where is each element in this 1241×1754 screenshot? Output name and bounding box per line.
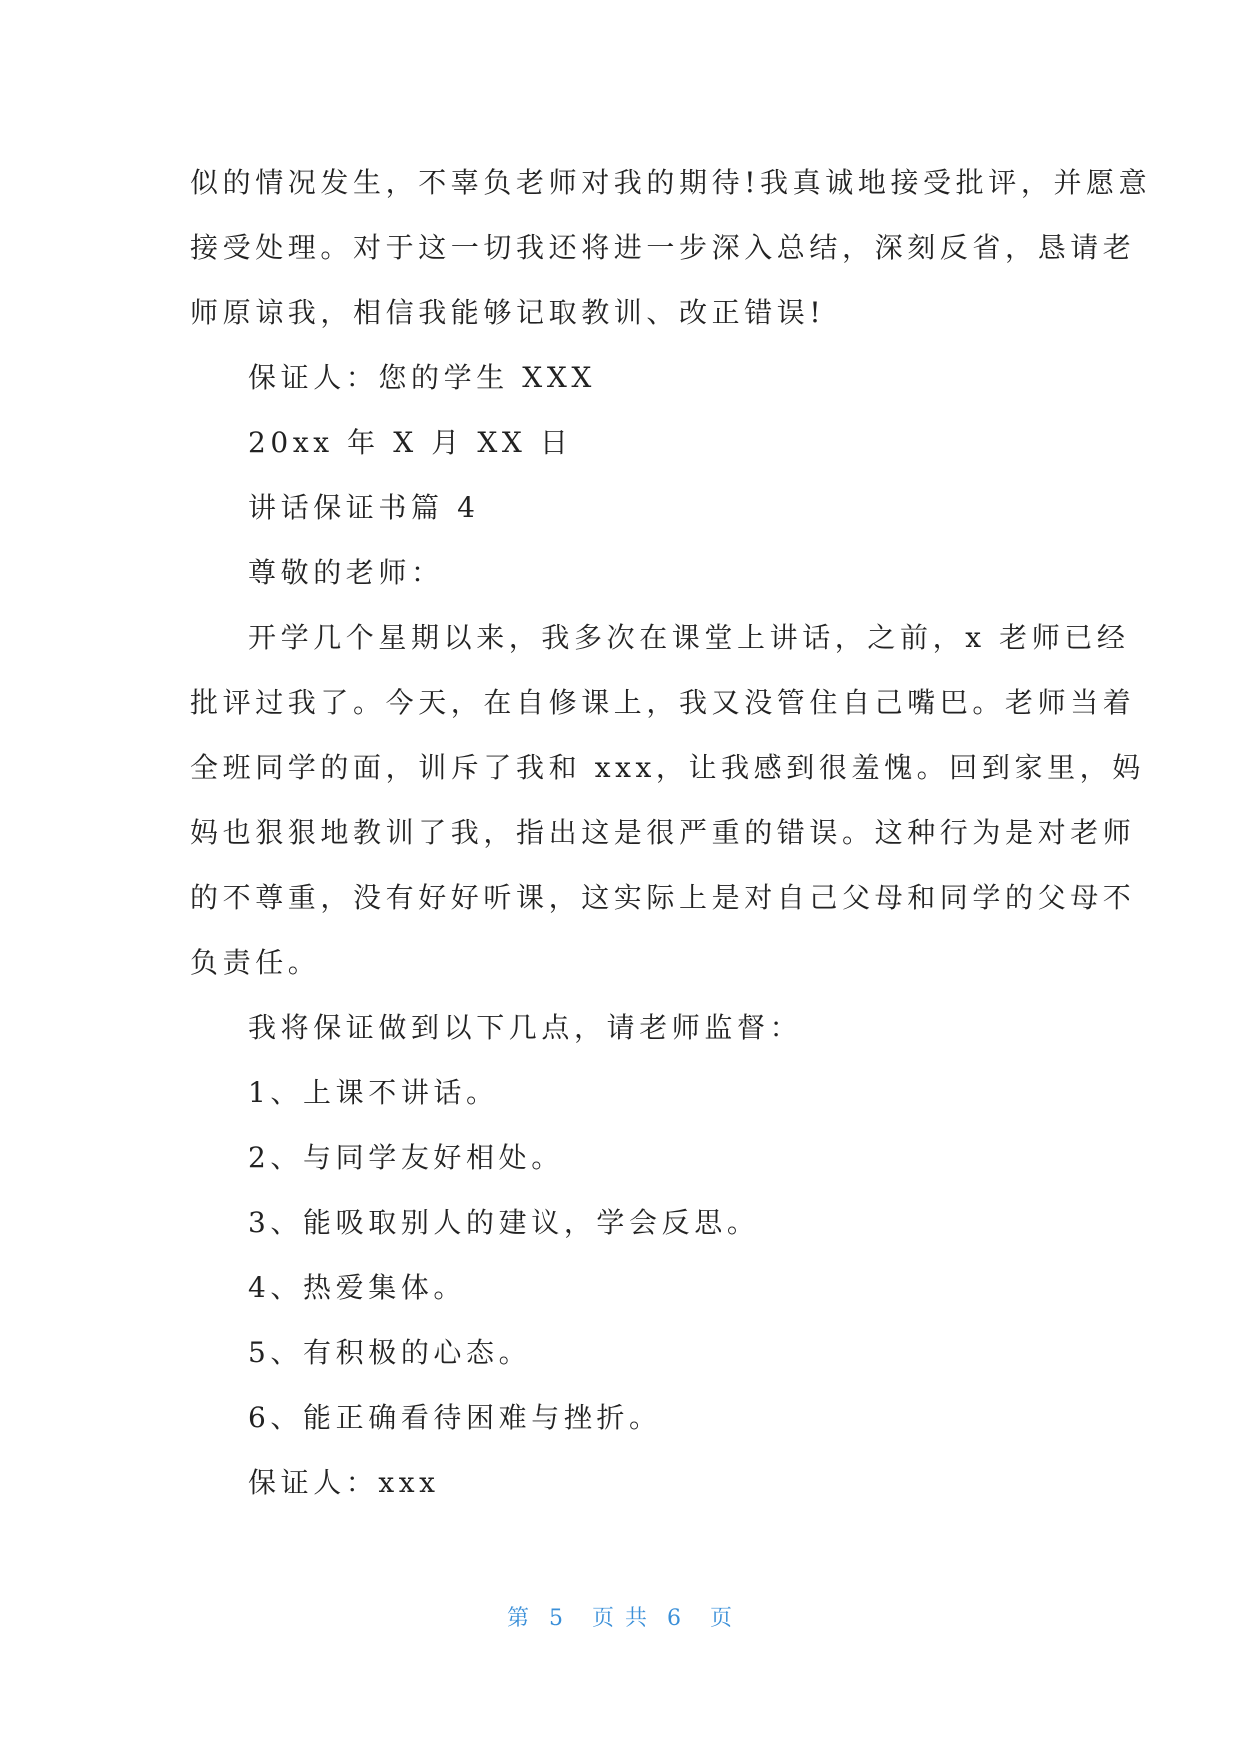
body-line: 师原谅我，相信我能够记取教训、改正错误! xyxy=(190,296,826,329)
section-title: 讲话保证书篇 4 xyxy=(248,491,480,524)
body-line: 批评过我了。今天，在自修课上，我又没管住自己嘴巴。老师当着 xyxy=(190,686,1136,719)
body-line: 全班同学的面，训斥了我和 xxx，让我感到很羞愧。回到家里，妈 xyxy=(190,751,1145,784)
body-line: 似的情况发生，不辜负老师对我的期待!我真诚地接受批评，并愿意 xyxy=(190,166,1152,199)
list-item: 5、有积极的心态。 xyxy=(248,1336,532,1369)
body-line: 妈也狠狠地教训了我，指出这是很严重的错误。这种行为是对老师 xyxy=(190,816,1136,849)
guarantor-signature: 保证人：您的学生 XXX xyxy=(248,361,596,394)
list-intro: 我将保证做到以下几点，请老师监督： xyxy=(248,1011,803,1044)
salutation: 尊敬的老师： xyxy=(248,556,444,589)
body-line: 接受处理。对于这一切我还将进一步深入总结，深刻反省，恳请老 xyxy=(190,231,1136,264)
list-item: 1、上课不讲话。 xyxy=(248,1076,499,1109)
list-item: 6、能正确看待困难与挫折。 xyxy=(248,1401,662,1434)
page-number-footer: 第 5 页 共 6 页 xyxy=(507,1606,734,1631)
list-item: 2、与同学友好相处。 xyxy=(248,1141,564,1174)
list-item: 4、热爱集体。 xyxy=(248,1271,467,1304)
body-line: 开学几个星期以来，我多次在课堂上讲话，之前，x 老师已经 xyxy=(248,621,1130,654)
list-item: 3、能吸取别人的建议，学会反思。 xyxy=(248,1206,760,1239)
body-line: 负责任。 xyxy=(190,946,321,979)
date-line: 20xx 年 X 月 XX 日 xyxy=(248,426,573,459)
guarantor-signature: 保证人：xxx xyxy=(248,1466,440,1499)
body-line: 的不尊重，没有好好听课，这实际上是对自己父母和同学的父母不 xyxy=(190,881,1136,914)
